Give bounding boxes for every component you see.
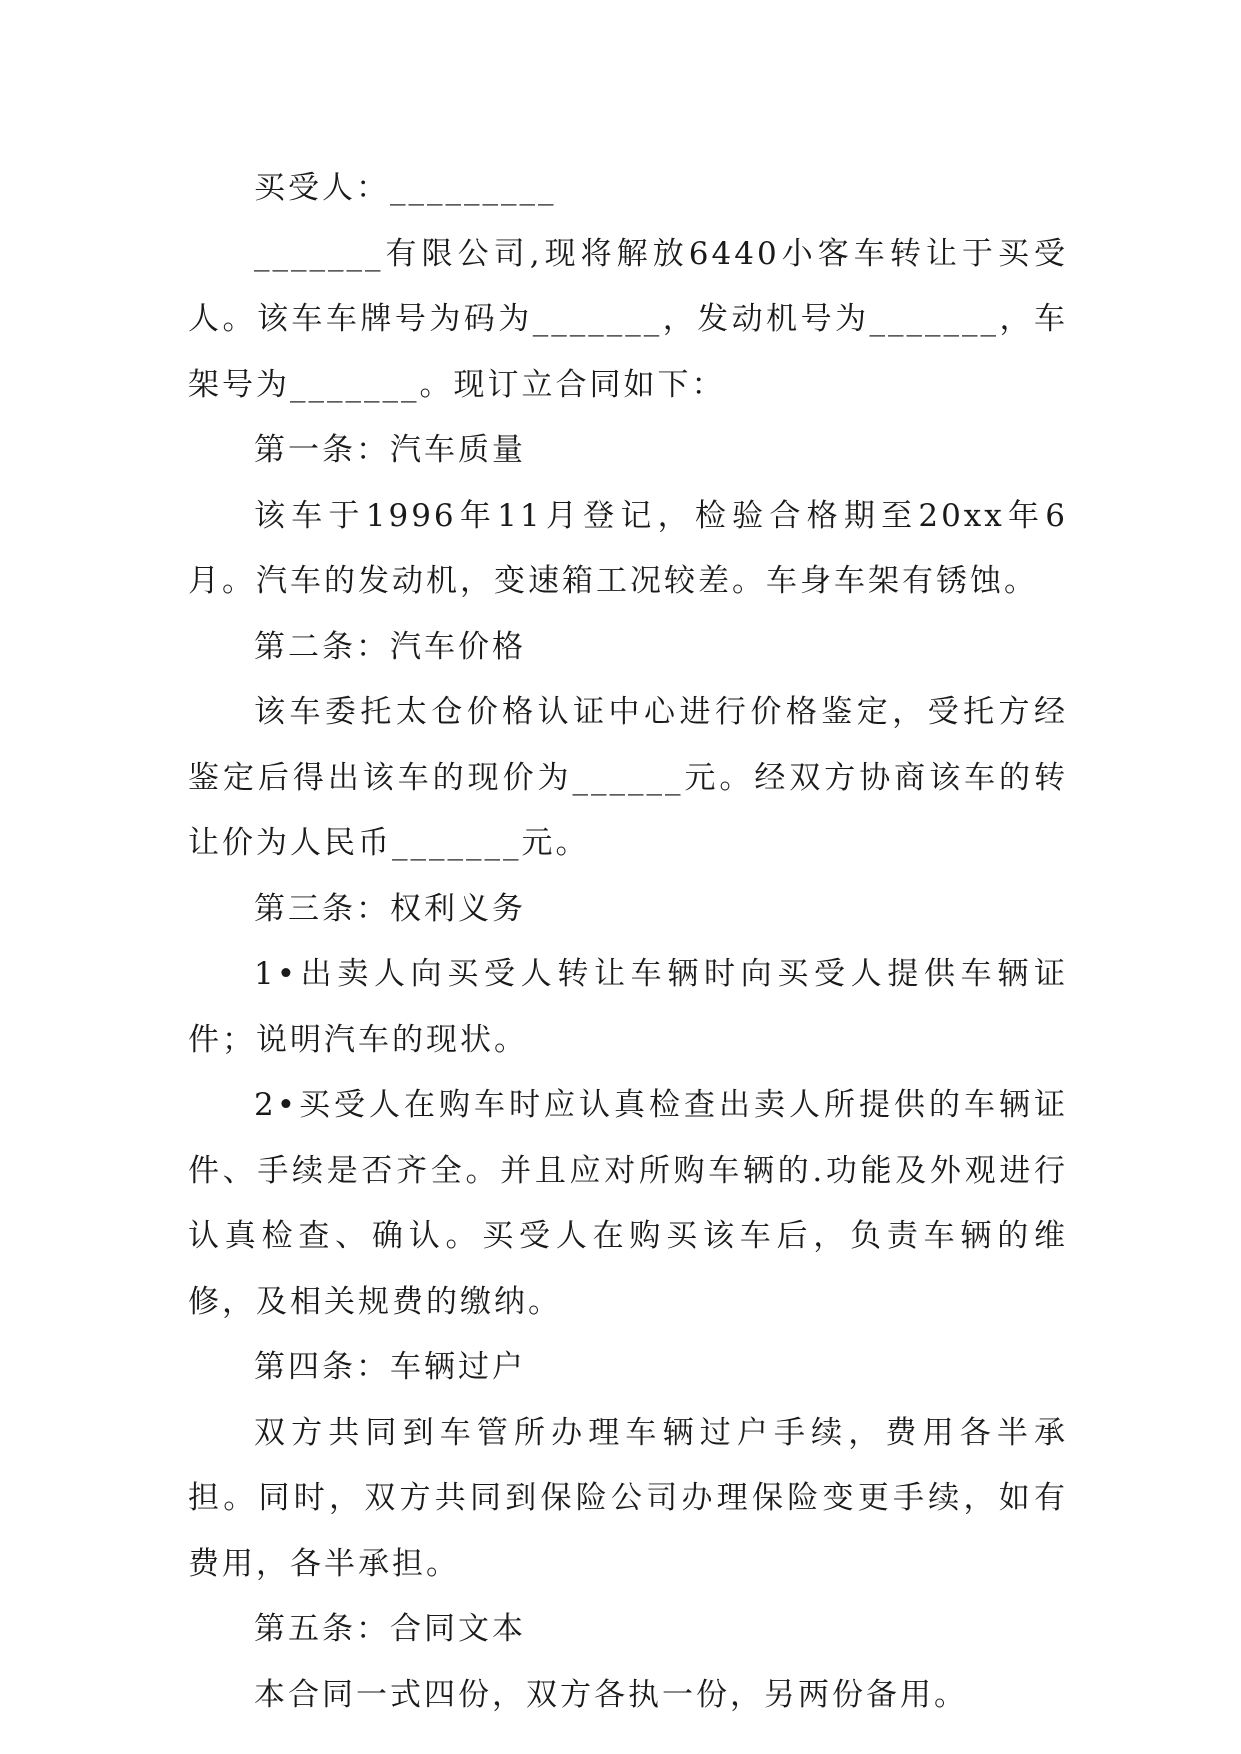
intro-paragraph: _______有限公司,现将解放6440小客车转让于买受人。该车车牌号为码为_______，发动机号为_______，车架号为_______。现订立合同如下： bbox=[188, 235, 1068, 403]
article-2-heading: 第二条：汽车价格 bbox=[254, 628, 526, 665]
buyer-line: 买受人：_________ bbox=[254, 170, 557, 206]
article-3-item-1: 1•出卖人向买受人转让车辆时向买受人提供车辆证件；说明汽车的现状。 bbox=[188, 956, 1068, 1058]
article-4-body: 双方共同到车管所办理车辆过户手续，费用各半承担。同时，双方共同到保险公司办理保险变更手续，如有费用，各半承担。 bbox=[188, 1414, 1068, 1582]
article-3-heading: 第三条：权利义务 bbox=[254, 890, 526, 927]
article-1-heading: 第一条：汽车质量 bbox=[254, 432, 526, 468]
article-1-body: 该车于1996年11月登记，检验合格期至20xx年6月。汽车的发动机，变速箱工况较差。车身车架有锈蚀。 bbox=[188, 497, 1068, 599]
contract-body bbox=[188, 156, 1068, 1728]
article-5-body: 本合同一式四份，双方各执一份，另两份备用。 bbox=[254, 1676, 968, 1713]
article-3-item-2: 2•买受人在购车时应认真检查出卖人所提供的车辆证件、手续是否齐全。并且应对所购车辆的.功能及外观进行认真检查、确认。买受人在购买该车后，负责车辆的维修，及相关规费的缴纳。 bbox=[188, 1087, 1068, 1320]
article-5-heading: 第五条：合同文本 bbox=[254, 1611, 526, 1647]
article-4-heading: 第四条：车辆过户 bbox=[254, 1349, 526, 1385]
article-2-body: 该车委托太仓价格认证中心进行价格鉴定，受托方经鉴定后得出该车的现价为______元。经双方协商该车的转让价为人民币_______元。 bbox=[188, 694, 1068, 861]
